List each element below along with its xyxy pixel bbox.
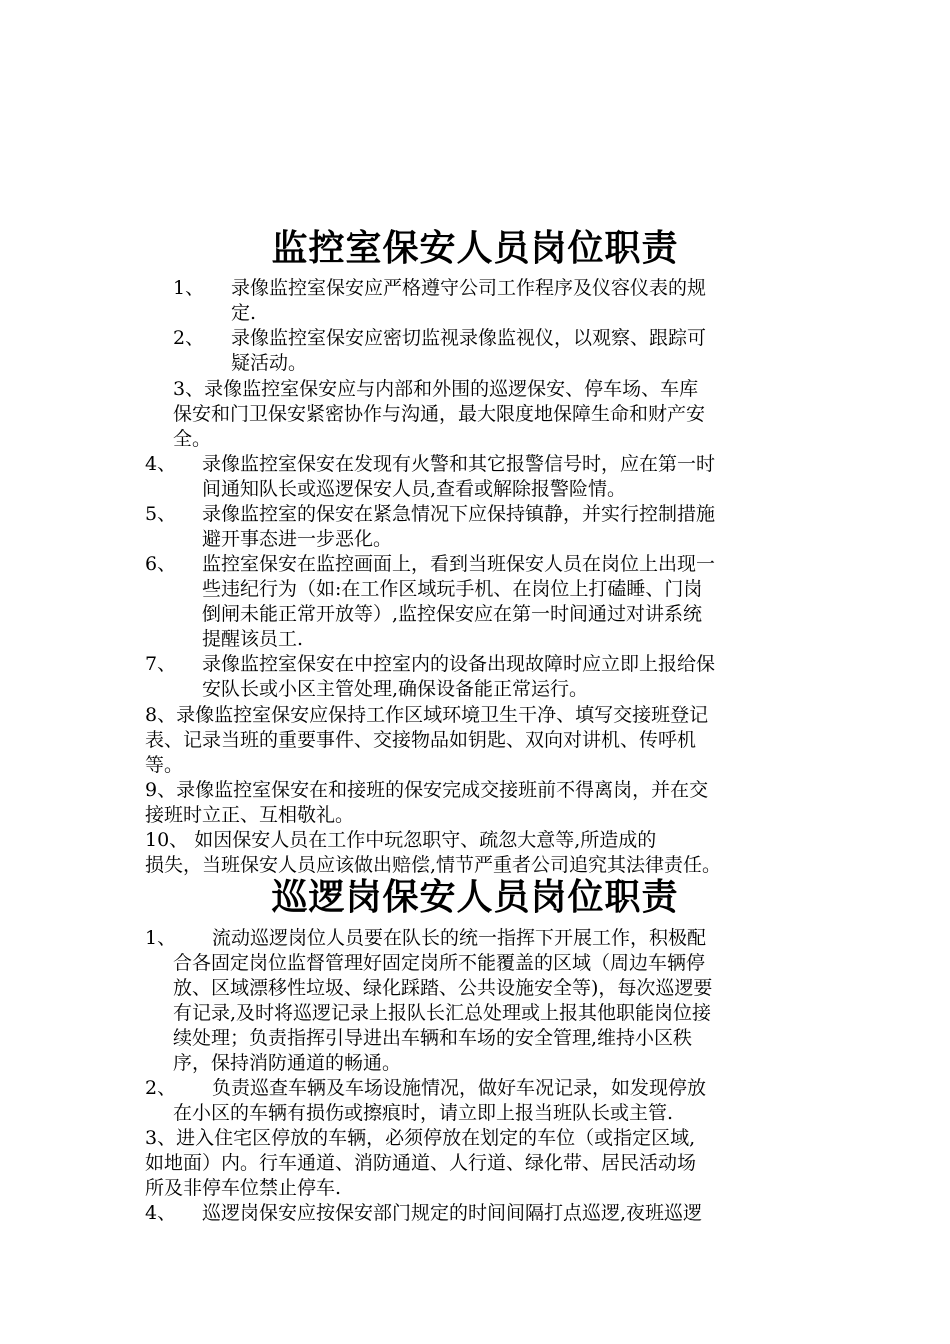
item-line: 录像监控室保安应密切监视录像监视仪，以观察、跟踪可 (231, 327, 707, 349)
item-line: 如地面）内。行车通道、消防通道、人行道、绿化带、居民活动场 (145, 1152, 697, 1174)
item-line: 录像监控室保安在发现有火警和其它报警信号时，应在第一时 (202, 453, 716, 475)
item-number: 1、 (145, 927, 177, 949)
item-line: 3、录像监控室保安应与内部和外围的巡逻保安、停车场、车库 (173, 378, 699, 400)
item-line: 放、区域漂移性垃圾、绿化踩踏、公共设施安全等)，每次巡逻要 (173, 977, 713, 999)
item-line: 所及非停车位禁止停车. (145, 1177, 342, 1199)
item-line: 表、记录当班的重要事件、交接物品如钥匙、双向对讲机、传呼机 (145, 729, 697, 751)
item-line: 序，保持消防通道的畅通。 (173, 1052, 402, 1074)
item-line: 倒闸未能正常开放等）,监控保安应在第一时间通过对讲系统 (202, 603, 703, 625)
item-line: 录像监控室保安应严格遵守公司工作程序及仪容仪表的规 (231, 277, 707, 299)
item-line: 定. (231, 302, 257, 324)
item-line: 全。 (173, 428, 212, 450)
item-line: 负责巡查车辆及车场设施情况，做好车况记录，如发现停放 (212, 1077, 707, 1099)
item-line: 安队长或小区主管处理,确保设备能正常运行。 (202, 678, 589, 700)
item-line: 流动巡逻岗位人员要在队长的统一指挥下开展工作，积极配 (212, 927, 707, 949)
item-line: 接班时立正、互相敬礼。 (145, 804, 355, 826)
item-number: 7、 (145, 653, 177, 675)
item-line: 9、录像监控室保安在和接班的保安完成交接班前不得离岗，并在交 (145, 779, 709, 801)
item-line: 在小区的车辆有损伤或擦痕时，请立即上报当班队长或主管. (173, 1102, 674, 1124)
item-line: 间通知队长或巡逻保安人员,查看或解除报警险情。 (202, 478, 627, 500)
item-line: 10、 如因保安人员在工作中玩忽职守、疏忽大意等,所造成的 (145, 829, 657, 851)
section2-title: 巡逻岗保安人员岗位职责 (271, 876, 679, 918)
item-line: 录像监控室保安在中控室内的设备出现故障时应立即上报给保 (202, 653, 716, 675)
item-line: 保安和门卫保安紧密协作与沟通，最大限度地保障生命和财产安 (173, 403, 706, 425)
item-number: 4、 (145, 453, 177, 475)
item-line: 损失，当班保安人员应该做出赔偿,情节严重者公司追究其法律责任。 (145, 854, 722, 876)
item-line: 续处理；负责指挥引导进出车辆和车场的安全管理,维持小区秩 (173, 1027, 693, 1049)
item-line: 巡逻岗保安应按保安部门规定的时间间隔打点巡逻,夜班巡逻 (202, 1202, 703, 1224)
item-line: 监控室保安在监控画面上，看到当班保安人员在岗位上出现一 (202, 553, 716, 575)
item-line: 有记录,及时将巡逻记录上报队长汇总处理或上报其他职能岗位接 (173, 1002, 712, 1024)
item-number: 2、 (173, 327, 205, 349)
item-line: 疑活动。 (231, 352, 308, 374)
item-line: 合各固定岗位监督管理好固定岗所不能覆盖的区域（周边车辆停 (173, 952, 706, 974)
item-line: 避开事态进一步恶化。 (202, 528, 393, 550)
section1-title: 监控室保安人员岗位职责 (271, 227, 679, 269)
item-line: 些违纪行为（如:在工作区域玩手机、在岗位上打磕睡、门岗 (202, 578, 703, 600)
item-number: 2、 (145, 1077, 177, 1099)
item-number: 1、 (173, 277, 205, 299)
item-line: 录像监控室的保安在紧急情况下应保持镇静，并实行控制措施 (202, 503, 716, 525)
item-line: 提醒该员工. (202, 628, 304, 650)
item-line: 8、录像监控室保安应保持工作区域环境卫生干净、填写交接班登记 (145, 704, 709, 726)
item-line: 等。 (145, 754, 184, 776)
item-number: 5、 (145, 503, 177, 525)
item-number: 4、 (145, 1202, 177, 1224)
item-line: 3、进入住宅区停放的车辆，必须停放在划定的车位（或指定区域, (145, 1127, 696, 1149)
item-number: 6、 (145, 553, 177, 575)
